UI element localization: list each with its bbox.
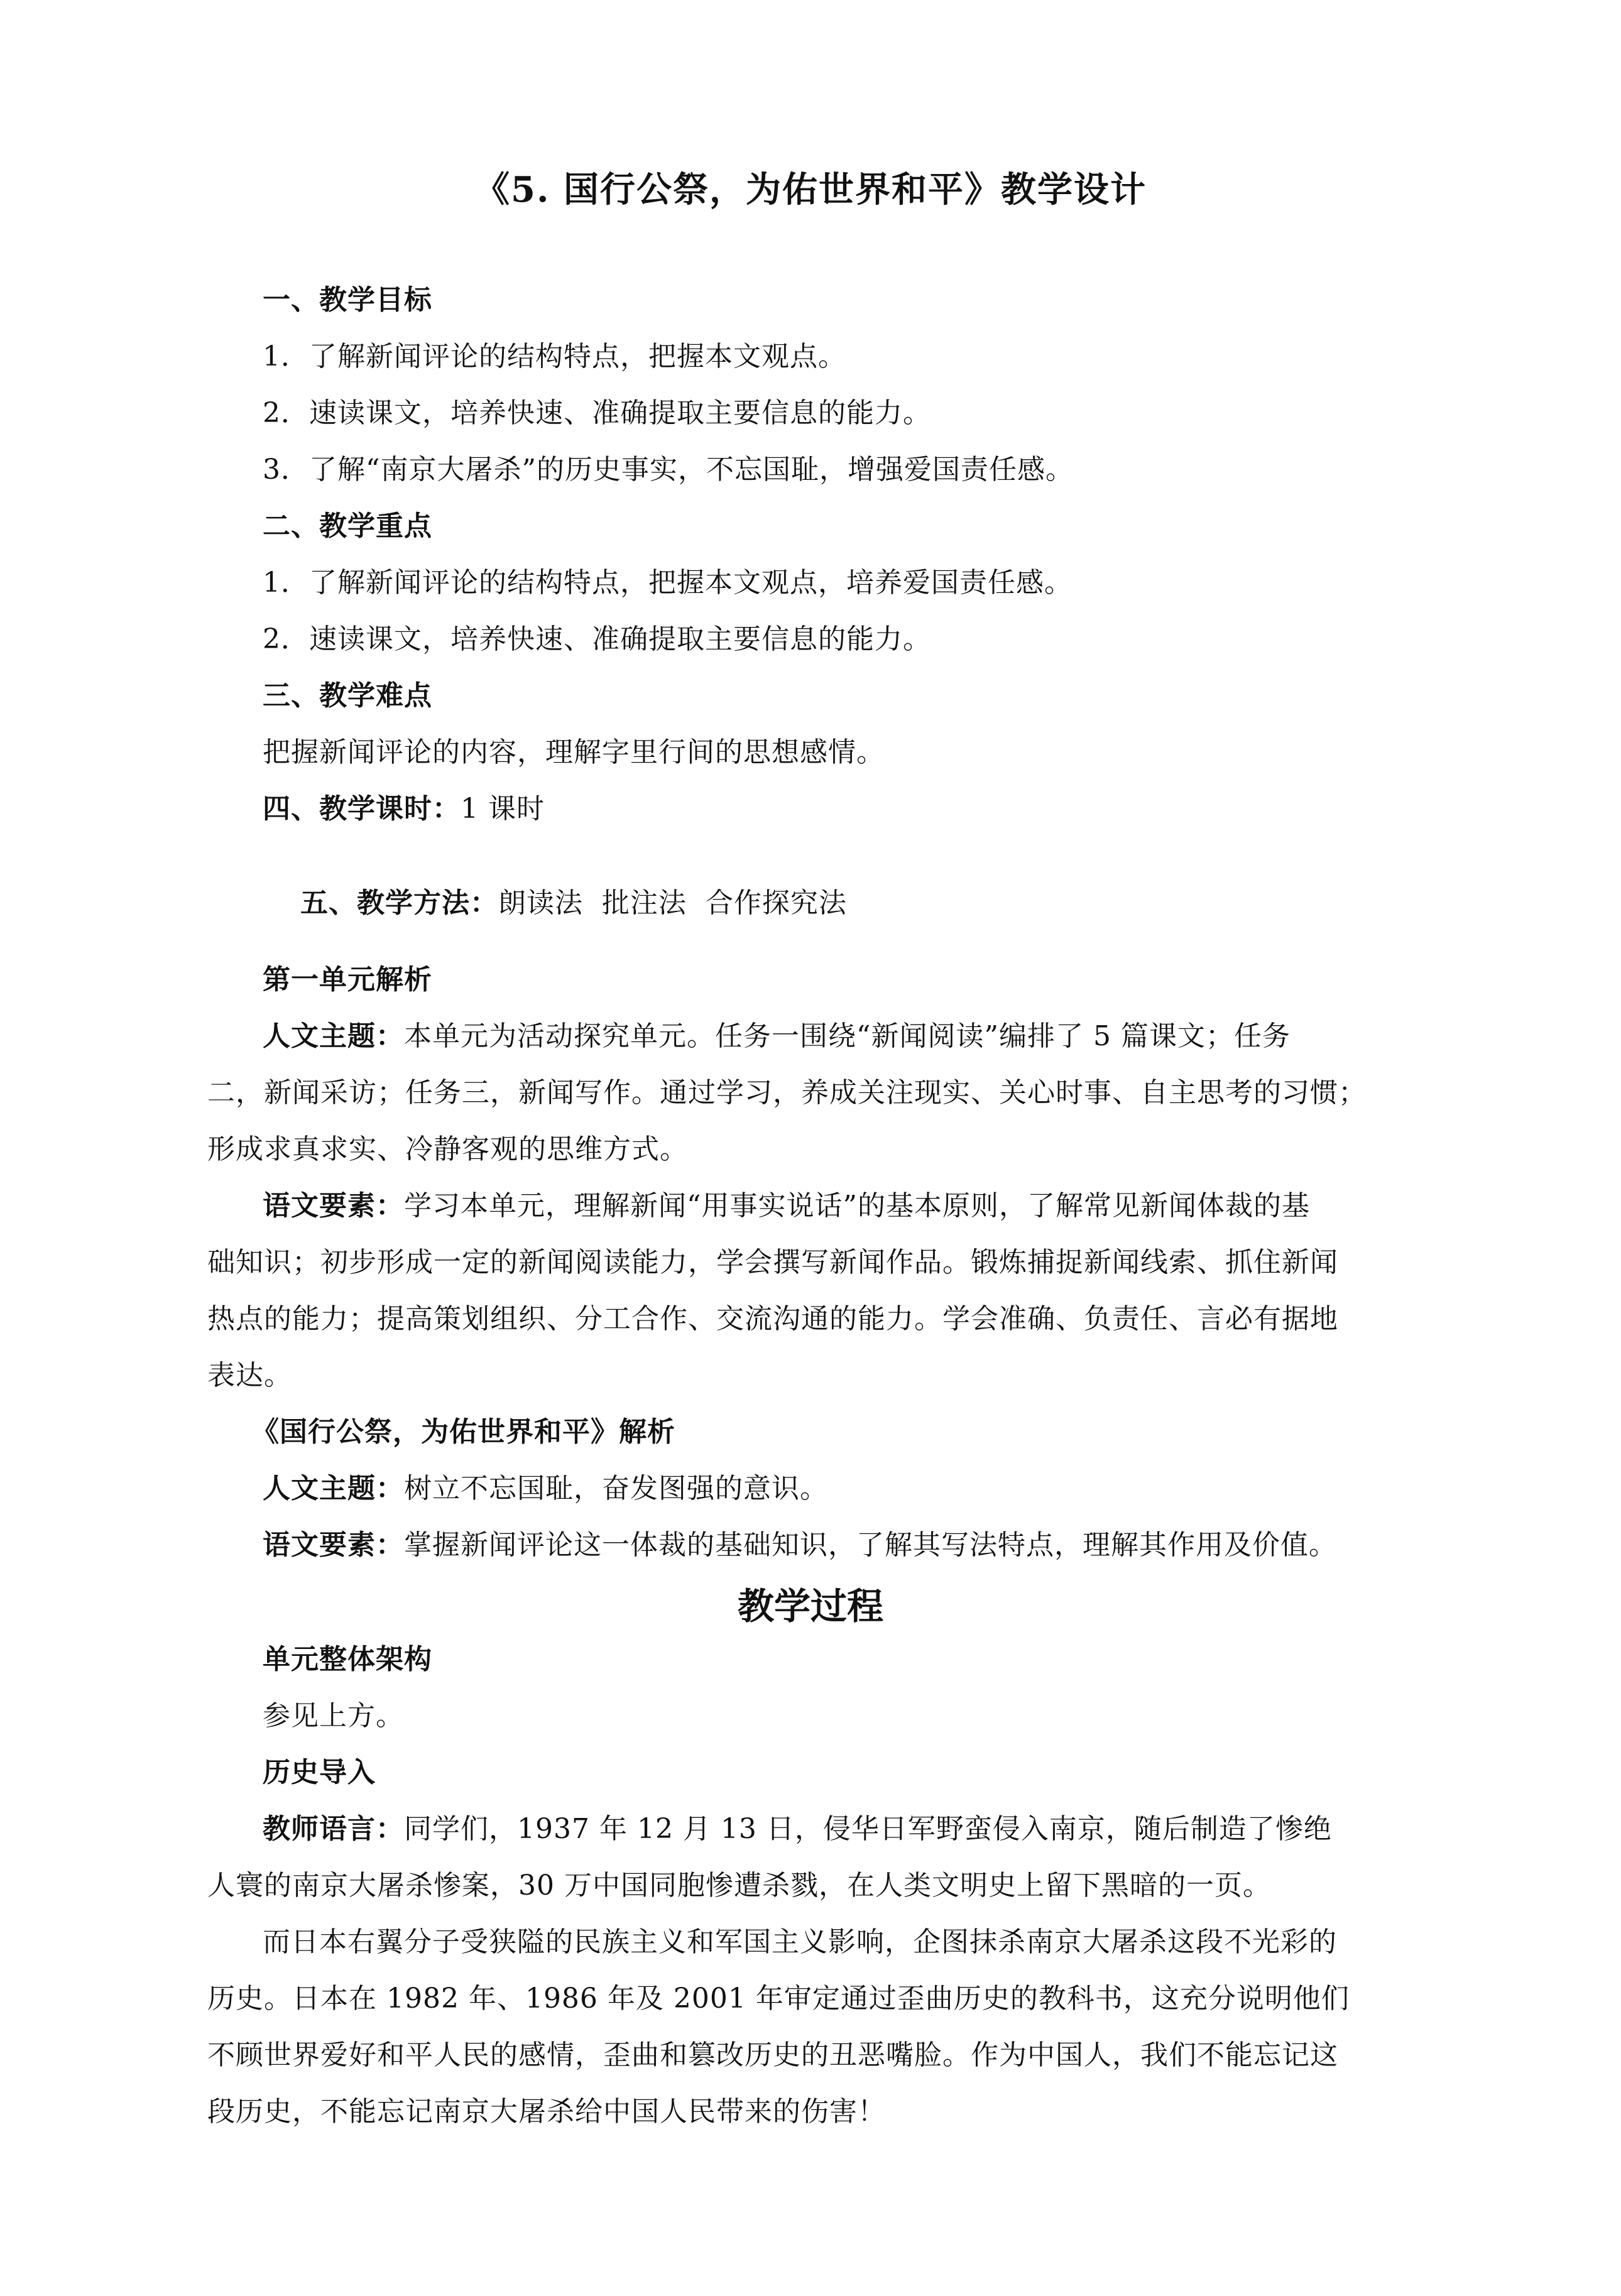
document-title: 《5. 国行公祭，为佑世界和平》教学设计 — [474, 169, 1147, 210]
unit-humanities-line-2: 二，新闻采访；任务三，新闻写作。通过学习，养成关注现实、关心时事、自主思考的习惯； — [207, 1077, 1367, 1109]
key-point-item-1: 1．了解新闻评论的结构特点，把握本文观点，培养爱国责任感。 — [263, 567, 1072, 599]
unit-language-line-3: 热点的能力；提高策划组织、分工合作、交流沟通的能力。学会准确、负责任、言必有据地 — [207, 1303, 1338, 1335]
unit-language-label: 语文要素： — [263, 1190, 404, 1222]
unit-humanities-line-1 — [263, 1018, 1291, 1055]
objective-item-1: 1．了解新闻评论的结构特点，把握本文观点。 — [263, 340, 846, 373]
lesson-humanities-label: 人文主题： — [263, 1472, 404, 1504]
para-line-3: 不顾世界爱好和平人民的感情，歪曲和篡改历史的丑恶嘴脸。作为中国人，我们不能忘记这 — [207, 2039, 1338, 2071]
process-title: 教学过程 — [737, 1585, 883, 1628]
lesson-humanities-text: 树立不忘国耻，奋发图强的意识。 — [404, 1472, 828, 1504]
unit-language-text-1: 学习本单元，理解新闻“用事实说话”的基本原则，了解常见新闻体裁的基 — [404, 1190, 1310, 1222]
unit-humanities-line-3: 形成求真求实、冷静客观的思维方式。 — [207, 1133, 688, 1165]
unit-humanities-text-1: 本单元为活动探究单元。任务一围绕“新闻阅读”编排了 5 篇课文；任务 — [404, 1020, 1291, 1052]
unit-structure-text: 参见上方。 — [263, 1700, 404, 1732]
unit-structure-heading: 单元整体架构 — [263, 1643, 432, 1675]
unit-humanities-label: 人文主题： — [263, 1020, 404, 1052]
lesson-language-row — [263, 1526, 1337, 1564]
teacher-text-1: 同学们，1937 年 12 月 13 日，侵华日军野蛮侵入南京，随后制造了惨绝 — [404, 1813, 1332, 1845]
intro-heading: 历史导入 — [263, 1756, 376, 1788]
lesson-language-text: 掌握新闻评论这一体裁的基础知识，了解其写法特点，理解其作用及价值。 — [404, 1529, 1337, 1561]
objectives-heading: 一、教学目标 — [263, 284, 432, 316]
objective-item-3: 3．了解“南京大屠杀”的历史事实，不忘国耻，增强爱国责任感。 — [263, 454, 1074, 486]
hours-value: 1 课时 — [461, 793, 545, 825]
unit-analysis-heading: 第一单元解析 — [263, 964, 432, 996]
unit-language-line-4: 表达。 — [207, 1359, 292, 1391]
methods-label: 五、教学方法： — [300, 887, 498, 919]
lesson-analysis-heading: 《国行公祭，为佑世界和平》解析 — [251, 1416, 675, 1448]
difficulties-text: 把握新闻评论的内容，理解字里行间的思想感情。 — [263, 736, 885, 768]
difficulties-heading: 三、教学难点 — [263, 680, 432, 712]
hours-label: 四、教学课时： — [263, 793, 461, 825]
para-line-2: 历史。日本在 1982 年、1986 年及 2001 年审定通过歪曲历史的教科书，这充分说明他们 — [207, 1983, 1350, 2015]
unit-language-line-1 — [263, 1187, 1310, 1225]
methods-row — [263, 847, 847, 960]
methods-value: 朗读法 批注法 合作探究法 — [498, 887, 847, 919]
key-points-heading: 二、教学重点 — [263, 510, 432, 542]
objective-item-2: 2．速读课文，培养快速、准确提取主要信息的能力。 — [263, 397, 931, 429]
lesson-language-label: 语文要素： — [263, 1529, 404, 1561]
unit-language-line-2: 础知识；初步形成一定的新闻阅读能力，学会撰写新闻作品。锻炼捕捉新闻线索、抓住新闻 — [207, 1246, 1338, 1278]
teacher-label: 教师语言： — [263, 1813, 404, 1845]
teacher-line-2: 人寰的南京大屠杀惨案，30 万中国同胞惨遭杀戮，在人类文明史上留下黑暗的一页。 — [207, 1869, 1271, 1902]
para-line-1: 而日本右翼分子受狭隘的民族主义和军国主义影响，企图抹杀南京大屠杀这段不光彩的 — [263, 1926, 1337, 1958]
para-line-4: 段历史，不能忘记南京大屠杀给中国人民带来的伤害！ — [207, 2096, 886, 2128]
hours-row — [263, 790, 545, 828]
lesson-humanities-row — [263, 1470, 828, 1508]
teacher-line-1 — [263, 1810, 1332, 1848]
key-point-item-2: 2．速读课文，培养快速、准确提取主要信息的能力。 — [263, 623, 931, 655]
